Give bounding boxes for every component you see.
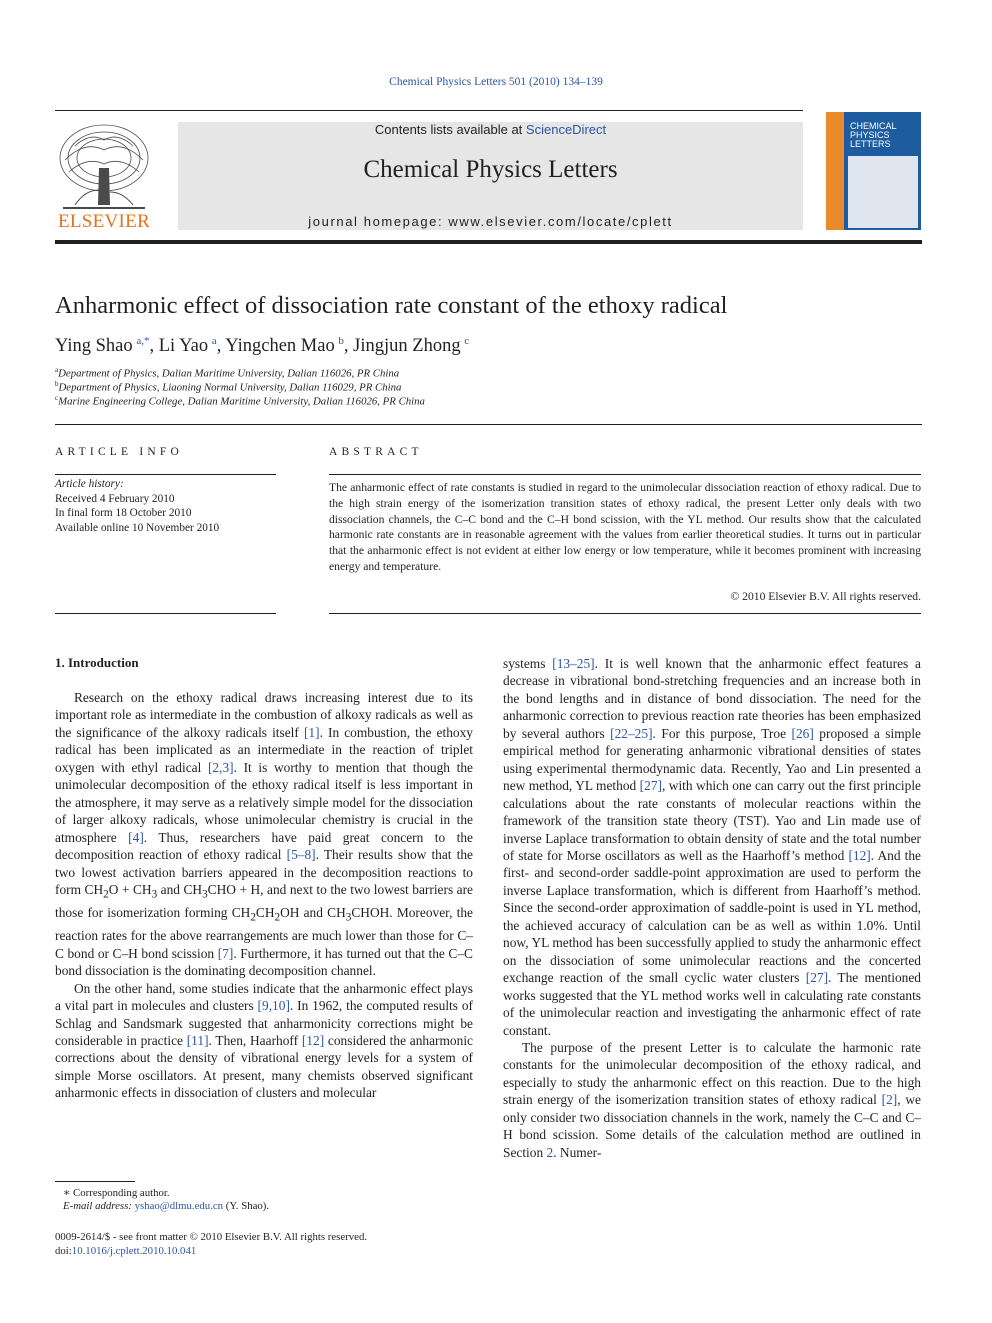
copyright-notice: © 2010 Elsevier B.V. All rights reserved.	[730, 590, 921, 603]
citation-link[interactable]: [5–8]	[286, 847, 316, 863]
journal-cover-image	[826, 112, 921, 230]
citation-link[interactable]: [27]	[639, 778, 662, 794]
cover-strip	[826, 112, 844, 230]
citation-link[interactable]: [2,3]	[207, 759, 234, 775]
affiliation	[55, 366, 399, 380]
section-heading: 1. Introduction	[55, 655, 139, 670]
citation-link[interactable]: [12]	[301, 1032, 325, 1048]
homepage-url[interactable]: www.elsevier.com/locate/cplett	[448, 214, 673, 229]
author-name: Jingjun Zhong	[353, 336, 461, 357]
citation-link[interactable]: [22–25]	[610, 725, 653, 741]
elsevier-wordmark: ELSEVIER	[57, 211, 151, 232]
doi-line	[55, 1245, 196, 1257]
citation-link[interactable]: [1]	[303, 724, 320, 740]
abstract-text: The anharmonic effect of rate constants is studied in regard to the unimolecular dissociation reaction of ethoxy radical. Due to the high strain energy of the isomerization transition states of ethoxy radical, the present Letter only deals with two dissociation channels, the C–C bond and the C–H bond scission, with the YL method. Our results show that the calculated harmonic rate constants are in reasonable agreement with the values from earlier theoretical studies. It turns out in particular that the anharmonic effect is not evident at either low energy or low temperature, while it becomes prominent with increasing energy and temperature.	[329, 481, 921, 573]
author-affiliation-link[interactable]: a	[211, 335, 217, 347]
issn-line: 0009-2614/$ - see front matter © 2010 Elsevier B.V. All rights reserved.	[55, 1231, 368, 1243]
affiliation-marker: c	[55, 394, 59, 402]
citation-link[interactable]: [4]	[128, 829, 144, 845]
citation-link[interactable]: [12]	[848, 847, 871, 863]
article-info-heading: ARTICLE INFO	[55, 446, 183, 458]
article-title: Anharmonic effect of dissociation rate constant of the ethoxy radical	[55, 292, 728, 319]
affiliation-text: Department of Physics, Liaoning Normal University, Dalian 116029, PR China	[58, 381, 402, 394]
footnote-rule	[55, 1181, 135, 1182]
paragraph: The purpose of the present Letter is to calculate the harmonic rate constants for the unimolecular decomposition of the ethoxy radical, and especially to study the anharmonic effect on this reaction. Due to the high strain energy of the isomerization transition states of ethoxy radical [2], we only consider two dissociation channels in the work, namely the C–C and C–H bond scission. Some details of the calculation method are outlined in Section 2. Numer-	[503, 1039, 922, 1160]
author-affiliation-link[interactable]: c	[464, 335, 470, 347]
cover-title: CHEMICAL PHYSICS LETTERS	[850, 121, 897, 149]
affiliation-marker: b	[55, 380, 59, 388]
divider	[329, 613, 921, 614]
body-column-left	[55, 689, 473, 1102]
email-label: E-mail address:	[63, 1200, 132, 1212]
contents-availability	[178, 122, 803, 137]
journal-citation[interactable]: Chemical Physics Letters 501 (2010) 134–139	[389, 76, 603, 88]
received-date: Received 4 February 2010	[55, 492, 175, 505]
affiliation-text: Marine Engineering College, Dalian Maritime University, Dalian 116026, PR China	[58, 395, 425, 408]
citation-link[interactable]: [27]	[805, 970, 829, 986]
cover-figure-panel	[848, 156, 918, 228]
affiliation	[55, 380, 401, 394]
abstract-heading: ABSTRACT	[329, 446, 423, 458]
citation-link[interactable]: [9,10]	[257, 998, 290, 1014]
citation-link[interactable]: [26]	[791, 725, 814, 741]
final-form-date: In final form 18 October 2010	[55, 507, 192, 520]
paragraph: systems [13–25]. It is well known that the anharmonic effect features a decrease in vibrational bond-stretching frequencies and an increase both in the bond lengths and in distance of bond dissociation. The need for the anharmonic correction to previous reaction rate theories has been emphasized by several authors [22–25]. For this purpose, Troe [26] proposed a simple empirical method for generating anharmonic vibrational densities of states using experimental thermodynamic data. Recently, Yao and Lin presented a new method, YL method [27], with which one can carry out the first principle calculations about the rate constants of molecular reactions within the framework of the transition state theory (TST). Yao and Lin made use of inverse Laplace transformation to obtain density of state and the total number of state for Morse oscillators as well as the Haarhoff’s method [12]. And the first- and second-order saddle-point approximation are used to perform the inverse Laplace transformation, which is different from Haarhoff’s method. Since the second-order approximation of saddle-point is used in YL method, the achieved accuracy of calculation can be as well as within 1.0%. Until now, YL method has been successfully applied to study the anharmonic effect on the dissociation of some unimolecular reactions and the concerted exchange reaction of the small cyclic water clusters [27]. The mentioned works suggested that the YL method works well in calculating rate constants of the unimolecular reaction and investigating the anharmonic effect of rate constant.	[503, 656, 922, 1038]
corresponding-author-note: ∗ Corresponding author.	[63, 1187, 170, 1199]
paragraph: On the other hand, some studies indicate that the anharmonic effect plays a vital part in molecules and clusters [9,10]. In 1962, the computed results of Schlag and Sandsmark suggested that anharmonicity corrections might be considerable in practice [11]. Then, Haarhoff [12] considered the anharmonic corrections about the density of vibrational energy levels for a system of simple Morse oscillators. At present, many chemists observed significant anharmonic effects in dissociation of clusters and molecular	[55, 980, 473, 1101]
author-affiliation-link[interactable]: a,*	[136, 335, 150, 347]
author-affiliation-link[interactable]: b	[338, 335, 344, 347]
divider	[329, 474, 921, 475]
author-name: Li Yao	[158, 336, 209, 357]
body-column-right	[503, 655, 921, 1161]
author-name: Yingchen Mao	[225, 336, 335, 357]
sciencedirect-link[interactable]: ScienceDirect	[525, 122, 607, 137]
paragraph: Research on the ethoxy radical draws increasing interest due to its important role as intermediate in the combustion of alkoxy radicals as well as the significance of the alkoxy radicals itself [1]. In combustion, the ethoxy radical has been implicated as an intermediate in the reaction of triplet oxygen with ethyl radical [2,3]. It is worthy to mention that though the unimolecular decomposition of the ethoxy radical itself is less important in the atmosphere, it may serve as a relatively simple model for the dissociation of larger alkoxy radicals, whose unimolecular chemistry is crucial in the atmosphere [4]. Thus, researchers have paid great concern to the decomposition reaction of ethoxy radical [5–8]. Their results show that the two lowest activation barriers appeared in the decomposition reactions to form $CH_2O + CH_3$ and $CH_3CHO + H$, and next to the two lowest barriers are those for isomerization forming $CH_2CH_2OH$ and $CH_3CHOH$. Moreover, the reaction rates for the above rearrangements are much lower than those for C–C bond or C–H bond scission [7]. Furthermore, it has turned out that the C–C bond dissociation is the dominating decomposition channel.	[55, 690, 474, 979]
email-link[interactable]: yshao@dlmu.edu.cn	[134, 1200, 224, 1212]
online-date: Available online 10 November 2010	[55, 521, 220, 534]
doi-prefix: doi:	[55, 1245, 72, 1257]
affiliation-marker: a	[55, 366, 59, 374]
divider	[55, 613, 276, 614]
doi-link[interactable]: 10.1016/j.cplett.2010.10.041	[71, 1245, 197, 1257]
email-note	[55, 1200, 269, 1212]
author-name: Ying Shao	[55, 336, 133, 357]
affiliation-text: Department of Physics, Dalian Maritime University, Dalian 116026, PR China	[58, 367, 400, 380]
contents-prefix: Contents lists available at	[374, 122, 523, 137]
citation-link[interactable]: [7]	[217, 945, 234, 961]
section-divider	[55, 424, 922, 425]
journal-homepage	[178, 214, 803, 229]
author-list: Ying Shao $^{a,*}$, Li Yao $^a$, Yingchen Mao $^b$, Jingjun Zhong $^c$	[55, 335, 470, 357]
header-rule-thick	[55, 240, 922, 244]
journal-name: Chemical Physics Letters	[363, 156, 618, 183]
article-history	[55, 477, 276, 535]
email-suffix: (Y. Shao).	[223, 1200, 270, 1212]
citation-link[interactable]: [13–25]	[552, 656, 595, 671]
homepage-prefix: journal homepage:	[308, 214, 444, 229]
divider	[55, 474, 276, 475]
citation-link[interactable]: [11]	[186, 1032, 209, 1048]
section-link[interactable]: 2	[546, 1144, 554, 1160]
affiliation	[55, 394, 425, 408]
header-rule	[55, 110, 803, 111]
history-label: Article history:	[55, 478, 124, 490]
citation-link[interactable]: [2]	[881, 1092, 898, 1108]
